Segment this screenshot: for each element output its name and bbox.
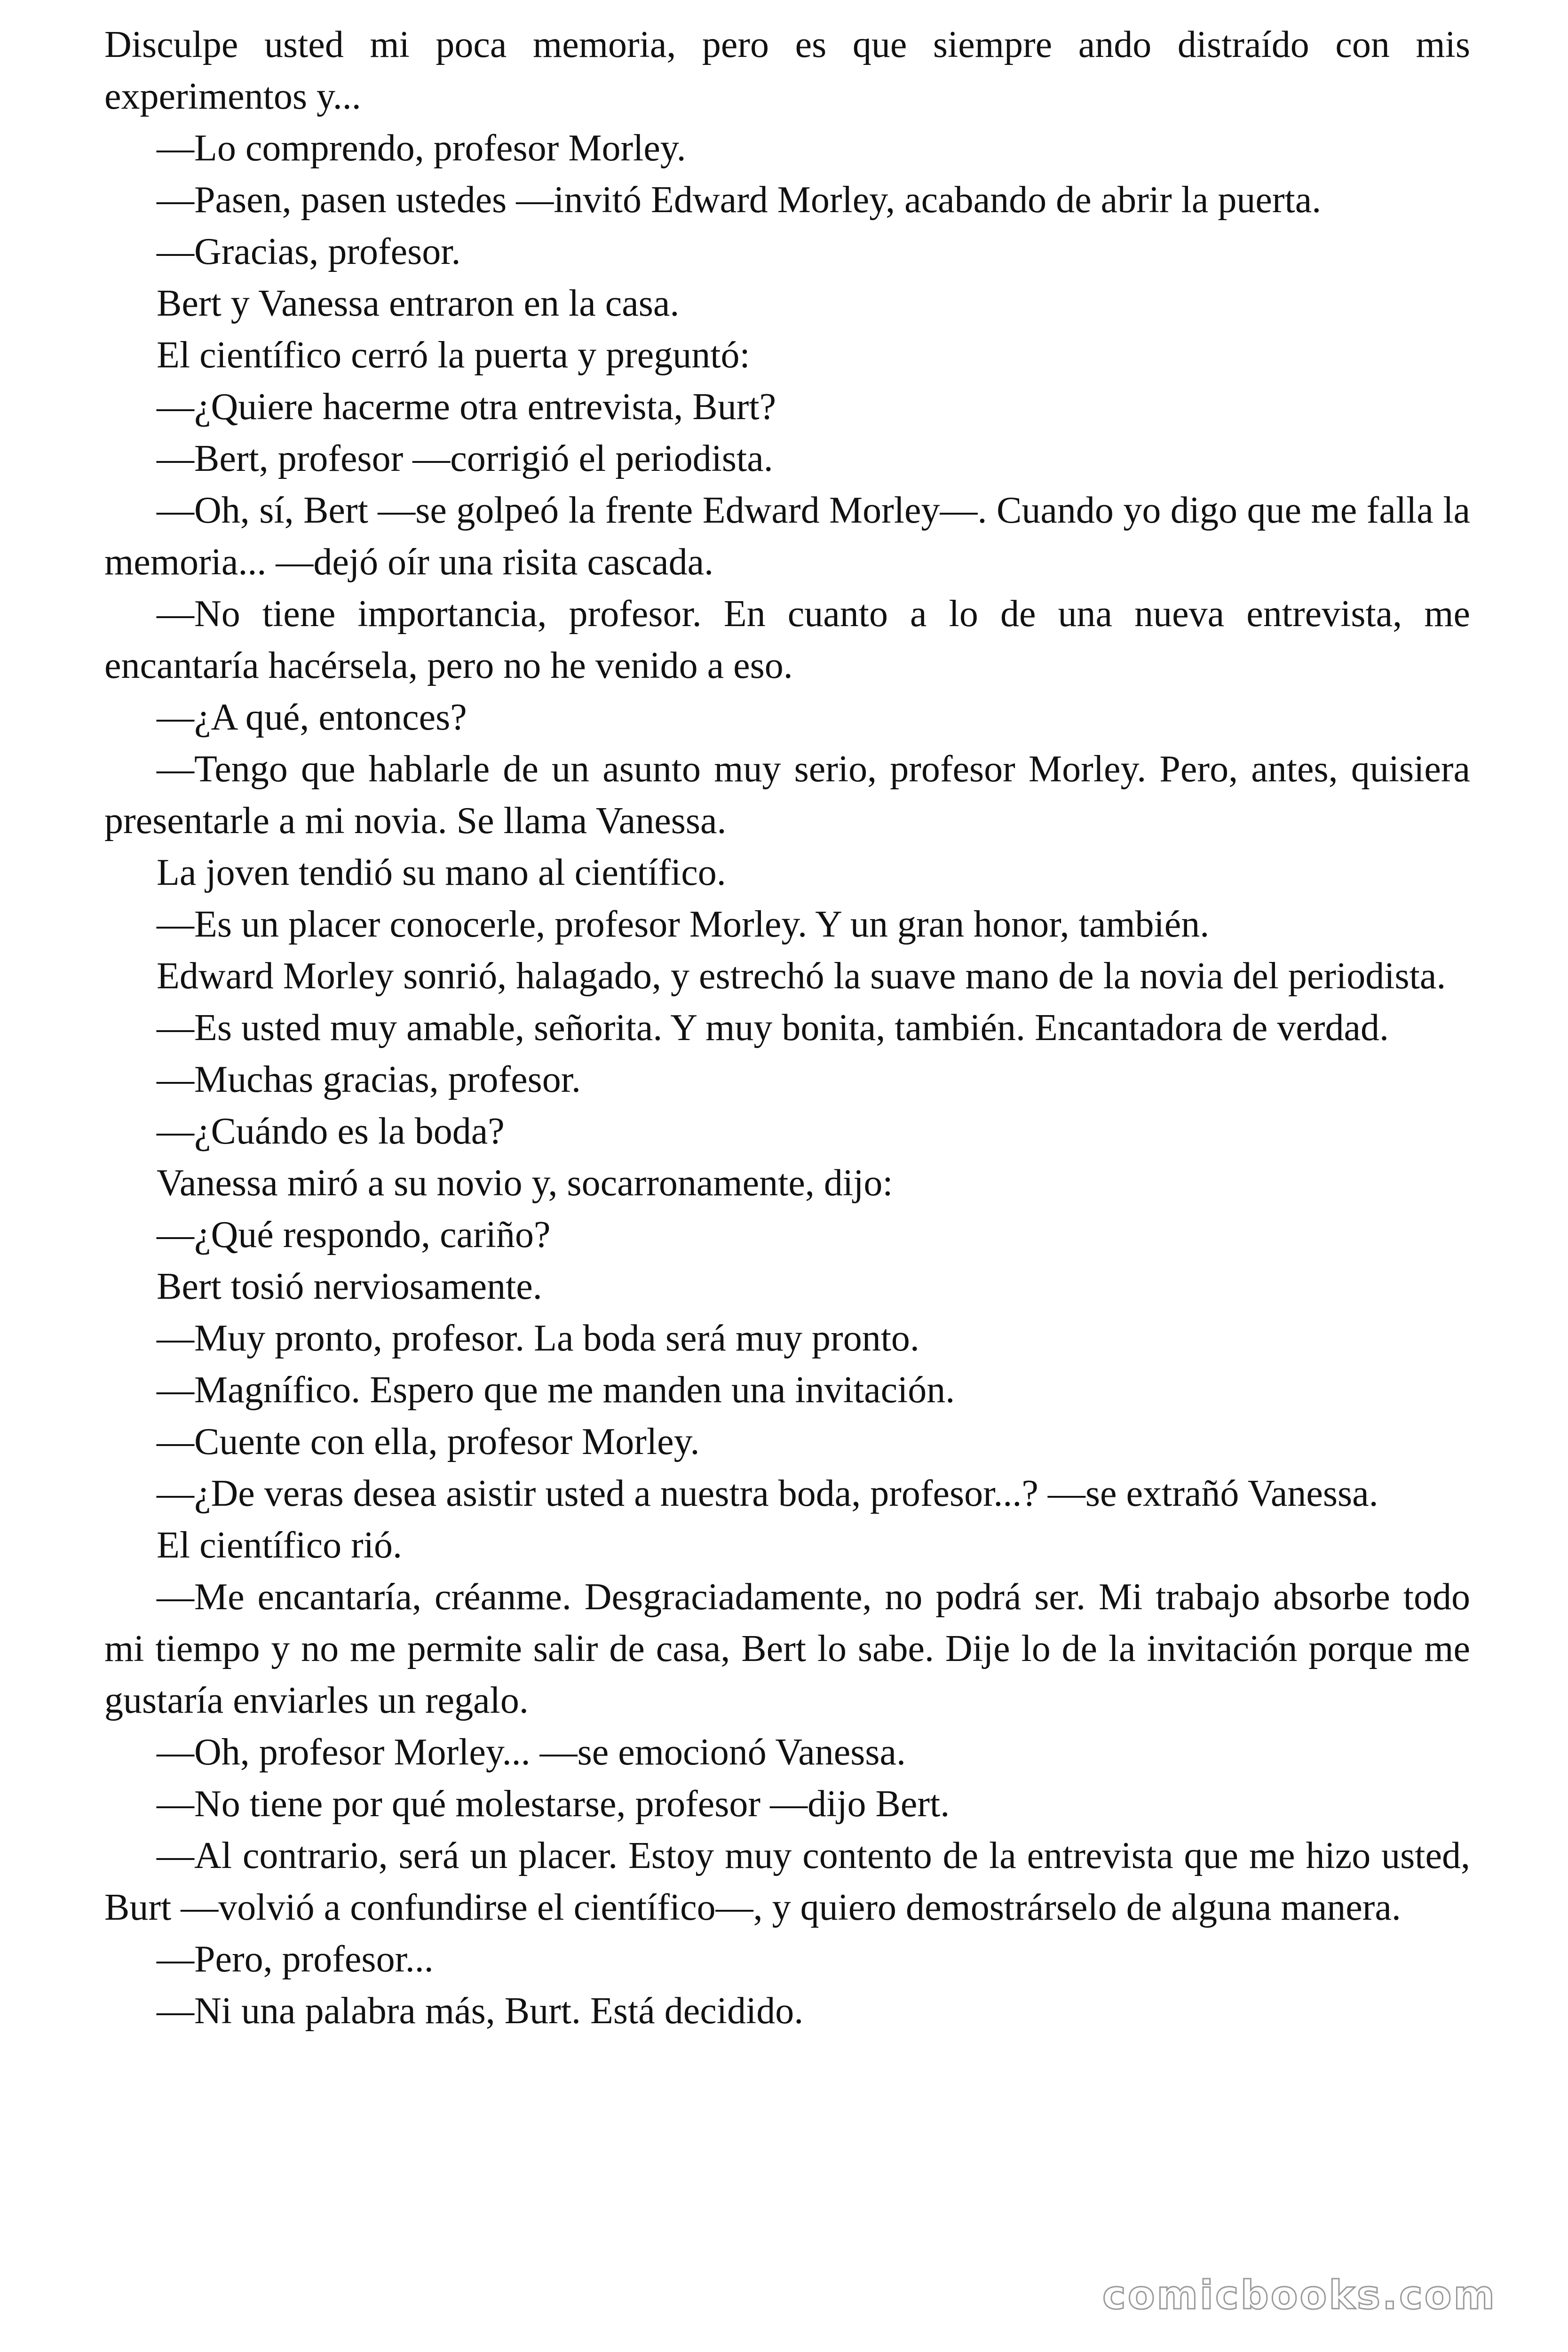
paragraph: —Cuente con ella, profesor Morley.	[157, 1421, 700, 1462]
paragraph: —Lo comprendo, profesor Morley.	[157, 127, 686, 169]
paragraph: —Es un placer conocerle, profesor Morley. Y un gran honor, también.	[157, 904, 1210, 945]
paragraph: —Magnífico. Espero que me manden una invitación.	[157, 1369, 955, 1411]
paragraph: —Ni una palabra más, Burt. Está decidido.	[157, 1990, 804, 2032]
paragraph: —Oh, profesor Morley... —se emocionó Vanessa.	[157, 1732, 906, 1773]
paragraph: —¿Cuándo es la boda?	[157, 1111, 505, 1152]
paragraph: —Pasen, pasen ustedes —invitó Edward Morley, acabando de abrir la puerta.	[157, 179, 1322, 221]
paragraph: —¿Qué respondo, cariño?	[157, 1214, 551, 1255]
paragraph: Bert y Vanessa entraron en la casa.	[157, 283, 680, 324]
paragraph: —Oh, sí, Bert —se golpeó la frente Edward Morley—. Cuando yo digo que me falla la memoria... —dejó oír una risita cascada.	[104, 490, 1470, 583]
paragraph: —¿De veras desea asistir usted a nuestra boda, profesor...? —se extrañó Vanessa.	[157, 1473, 1378, 1514]
watermark: comicbooks.com	[1102, 2272, 1497, 2318]
paragraph: —Muchas gracias, profesor.	[157, 1059, 581, 1100]
paragraph: Disculpe usted mi poca memoria, pero es que siempre ando distraído con mis experimentos y...	[104, 24, 1470, 117]
book-page-text	[104, 19, 1470, 2037]
paragraph: —Bert, profesor —corrigió el periodista.	[157, 438, 773, 479]
paragraph: —Es usted muy amable, señorita. Y muy bonita, también. Encantadora de verdad.	[157, 1007, 1389, 1049]
paragraph: —Al contrario, será un placer. Estoy muy contento de la entrevista que me hizo usted, Burt —volvió a confundirse el científico—, y quiero demostrárselo de alguna manera.	[104, 1835, 1470, 1928]
paragraph: Bert tosió nerviosamente.	[157, 1266, 542, 1307]
paragraph: El científico rió.	[157, 1525, 403, 1566]
paragraph: —¿A qué, entonces?	[157, 697, 467, 738]
paragraph: Edward Morley sonrió, halagado, y estrechó la suave mano de la novia del periodista.	[157, 955, 1446, 997]
paragraph: —Muy pronto, profesor. La boda será muy pronto.	[157, 1318, 919, 1359]
paragraph: —Pero, profesor...	[157, 1939, 434, 1980]
paragraph: —Tengo que hablarle de un asunto muy serio, profesor Morley. Pero, antes, quisiera presentarle a mi novia. Se llama Vanessa.	[104, 748, 1470, 842]
paragraph: —¿Quiere hacerme otra entrevista, Burt?	[157, 386, 776, 428]
paragraph: —No tiene por qué molestarse, profesor —dijo Bert.	[157, 1783, 950, 1825]
paragraph: —Me encantaría, créanme. Desgraciadamente, no podrá ser. Mi trabajo absorbe todo mi tiempo y no me permite salir de casa, Bert lo sabe. Dije lo de la invitación porque me gustaría enviarles un regalo.	[104, 1576, 1470, 1721]
paragraph: —Gracias, profesor.	[157, 231, 461, 272]
paragraph: —No tiene importancia, profesor. En cuanto a lo de una nueva entrevista, me encantaría hacérsela, pero no he venido a eso.	[104, 593, 1470, 686]
paragraph: Vanessa miró a su novio y, socarronamente, dijo:	[157, 1162, 893, 1204]
paragraph: La joven tendió su mano al científico.	[157, 852, 726, 893]
paragraph: El científico cerró la puerta y preguntó:	[157, 334, 750, 376]
